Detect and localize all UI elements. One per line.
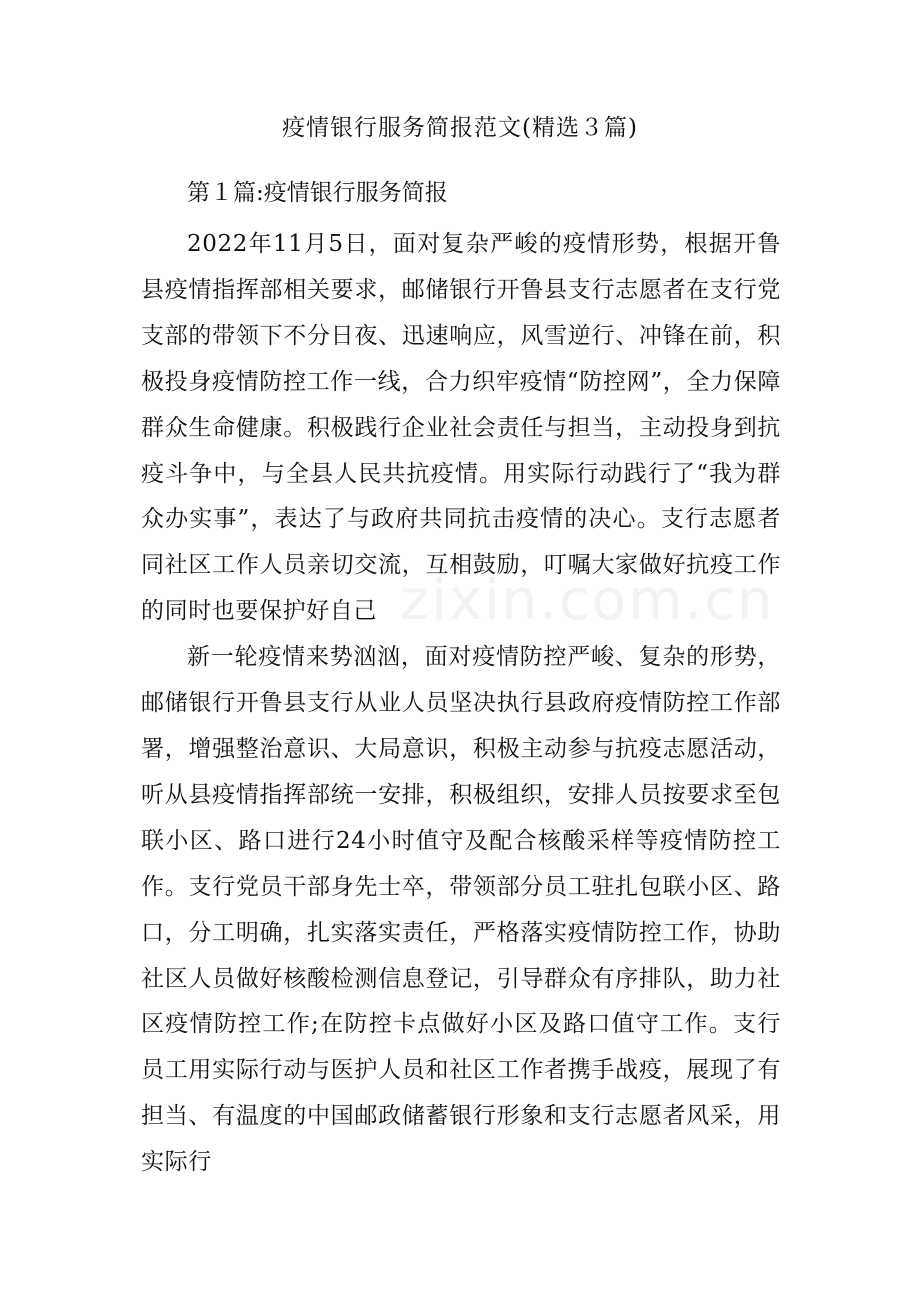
section-heading: 第１篇:疫情银行服务简报	[187, 180, 448, 206]
paragraph-1: 2022年11月5日，面对复杂严峻的疫情形势，根据开鲁县疫情指挥部相关要求，邮储银行开鲁县支行志愿者在支行党支部的带领下不分日夜、迅速响应，风雪逆行、冲锋在前，积极投身疫情防控工作一线，合力织牢疫情“防控网”，全力保障群众生命健康。积极践行企业社会责任与担当，主动投身到抗疫斗争中，与全县人民共抗疫情。用实际行动践行了“我为群众办实事”，表达了与政府共同抗击疫情的决心。支行志愿者同社区工作人员亲切交流，互相鼓励，叮嘱大家做好抗疫工作的同时也要保护好自己	[141, 231, 781, 625]
document-title: 疫情银行服务简报范文(精选３篇)	[282, 115, 638, 141]
paragraph-2: 新一轮疫情来势汹汹，面对疫情防控严峻、复杂的形势，邮储银行开鲁县支行从业人员坚决执行县政府疫情防控工作部署，增强整治意识、大局意识，积极主动参与抗疫志愿活动，听从县疫情指挥部统一安排，积极组织，安排人员按要求至包联小区、路口进行24小时值守及配合核酸采样等疫情防控工作。支行党员干部身先士卒，带领部分员工驻扎包联小区、路口，分工明确，扎实落实责任，严格落实疫情防控工作，协助社区人员做好核酸检测信息登记，引导群众有序排队，助力社区疫情防控工作;在防控卡点做好小区及路口值守工作。支行员工用实际行动与医护人员和社区工作者携手战疫，展现了有担当、有温度的中国邮政储蓄银行形象和支行志愿者风采，用实际行	[141, 644, 781, 1176]
watermark: zixin.com.cn	[400, 568, 775, 633]
document-body	[141, 222, 781, 1186]
